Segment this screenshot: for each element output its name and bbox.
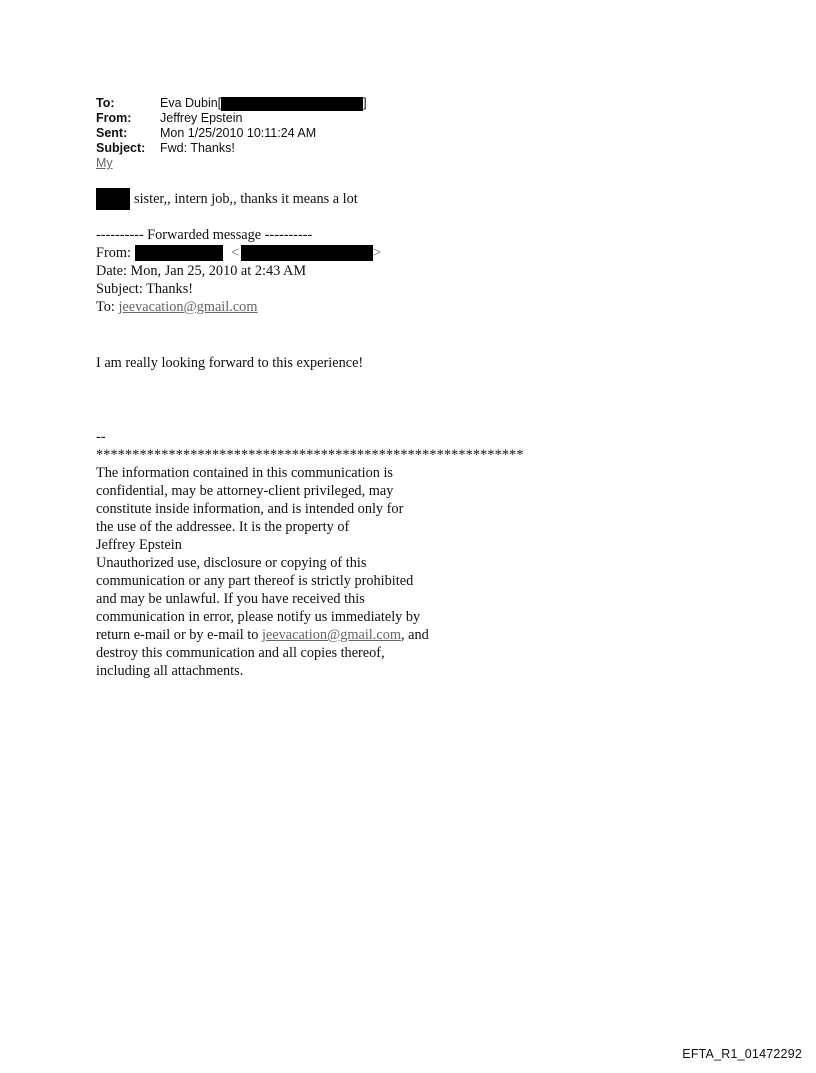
sent-value: Mon 1/25/2010 10:11:24 AM (160, 126, 317, 140)
disclaimer-line: The information contained in this communication is (96, 465, 393, 481)
redaction-box (241, 245, 373, 261)
disclaimer-email-link[interactable]: jeevacation@gmail.com (261, 627, 401, 643)
to-value (160, 96, 367, 111)
forwarded-from-gt: > (373, 245, 382, 261)
my-link[interactable]: My (96, 156, 113, 170)
to-name: Eva Dubin[ (160, 96, 222, 110)
disclaimer-line: the use of the addressee. It is the property of (96, 519, 350, 535)
to-close-bracket: ] (363, 96, 367, 110)
disclaimer-line: constitute inside information, and is intended only for (96, 501, 404, 517)
redaction-box (96, 188, 130, 210)
header-from-row (96, 111, 367, 126)
disclaimer-line: confidential, may be attorney-client privileged, may (96, 483, 394, 499)
disclaimer-line: including all attachments. (96, 663, 244, 679)
forwarded-from-row (96, 244, 381, 262)
disclaimer-line: Unauthorized use, disclosure or copying of this (96, 555, 367, 571)
header-my-row (96, 156, 367, 171)
from-value: Jeffrey Epstein (160, 111, 243, 125)
from-label: From: (96, 111, 132, 125)
disclaimer-line: and may be unlawful. If you have received this (96, 591, 365, 607)
disclaimer-return-suffix: , and (400, 627, 429, 643)
sent-label: Sent: (96, 126, 128, 140)
subject-label: Subject: (96, 141, 146, 155)
forwarded-subject: Subject: Thanks! (96, 281, 194, 297)
message-text: sister,, intern job,, thanks it means a lot (134, 191, 358, 207)
message-line (96, 188, 358, 210)
disclaimer-return-prefix: return e-mail or by e-mail to (96, 627, 259, 643)
header-subject-row (96, 141, 367, 156)
header-sent-row (96, 126, 367, 141)
email-header (96, 96, 367, 171)
forwarded-to-label: To: (96, 299, 115, 315)
disclaimer-return-line (96, 626, 429, 644)
forwarded-from-lt: < (230, 245, 240, 261)
redaction-box (135, 245, 223, 261)
forwarded-body: I am really looking forward to this experience! (96, 355, 364, 371)
to-label: To: (96, 96, 115, 110)
disclaimer-line: destroy this communication and all copies thereof, (96, 645, 385, 661)
redaction-box (221, 97, 363, 111)
disclaimer-line: Jeffrey Epstein (96, 537, 182, 553)
signature-stars: *********************************************************** (96, 447, 524, 463)
forwarded-from-label: From: (96, 245, 131, 261)
header-to-row (96, 96, 367, 111)
forwarded-divider: ---------- Forwarded message ---------- (96, 227, 313, 243)
subject-value: Fwd: Thanks! (160, 141, 235, 155)
document-id: EFTA_R1_01472292 (682, 1047, 802, 1061)
disclaimer-line: communication or any part thereof is strictly prohibited (96, 573, 414, 589)
forwarded-date: Date: Mon, Jan 25, 2010 at 2:43 AM (96, 263, 307, 279)
forwarded-to-email[interactable]: jeevacation@gmail.com (118, 299, 258, 315)
forwarded-to-row (96, 298, 257, 316)
disclaimer-line: communication in error, please notify us immediately by (96, 609, 421, 625)
signature-dashes: -- (96, 429, 106, 445)
